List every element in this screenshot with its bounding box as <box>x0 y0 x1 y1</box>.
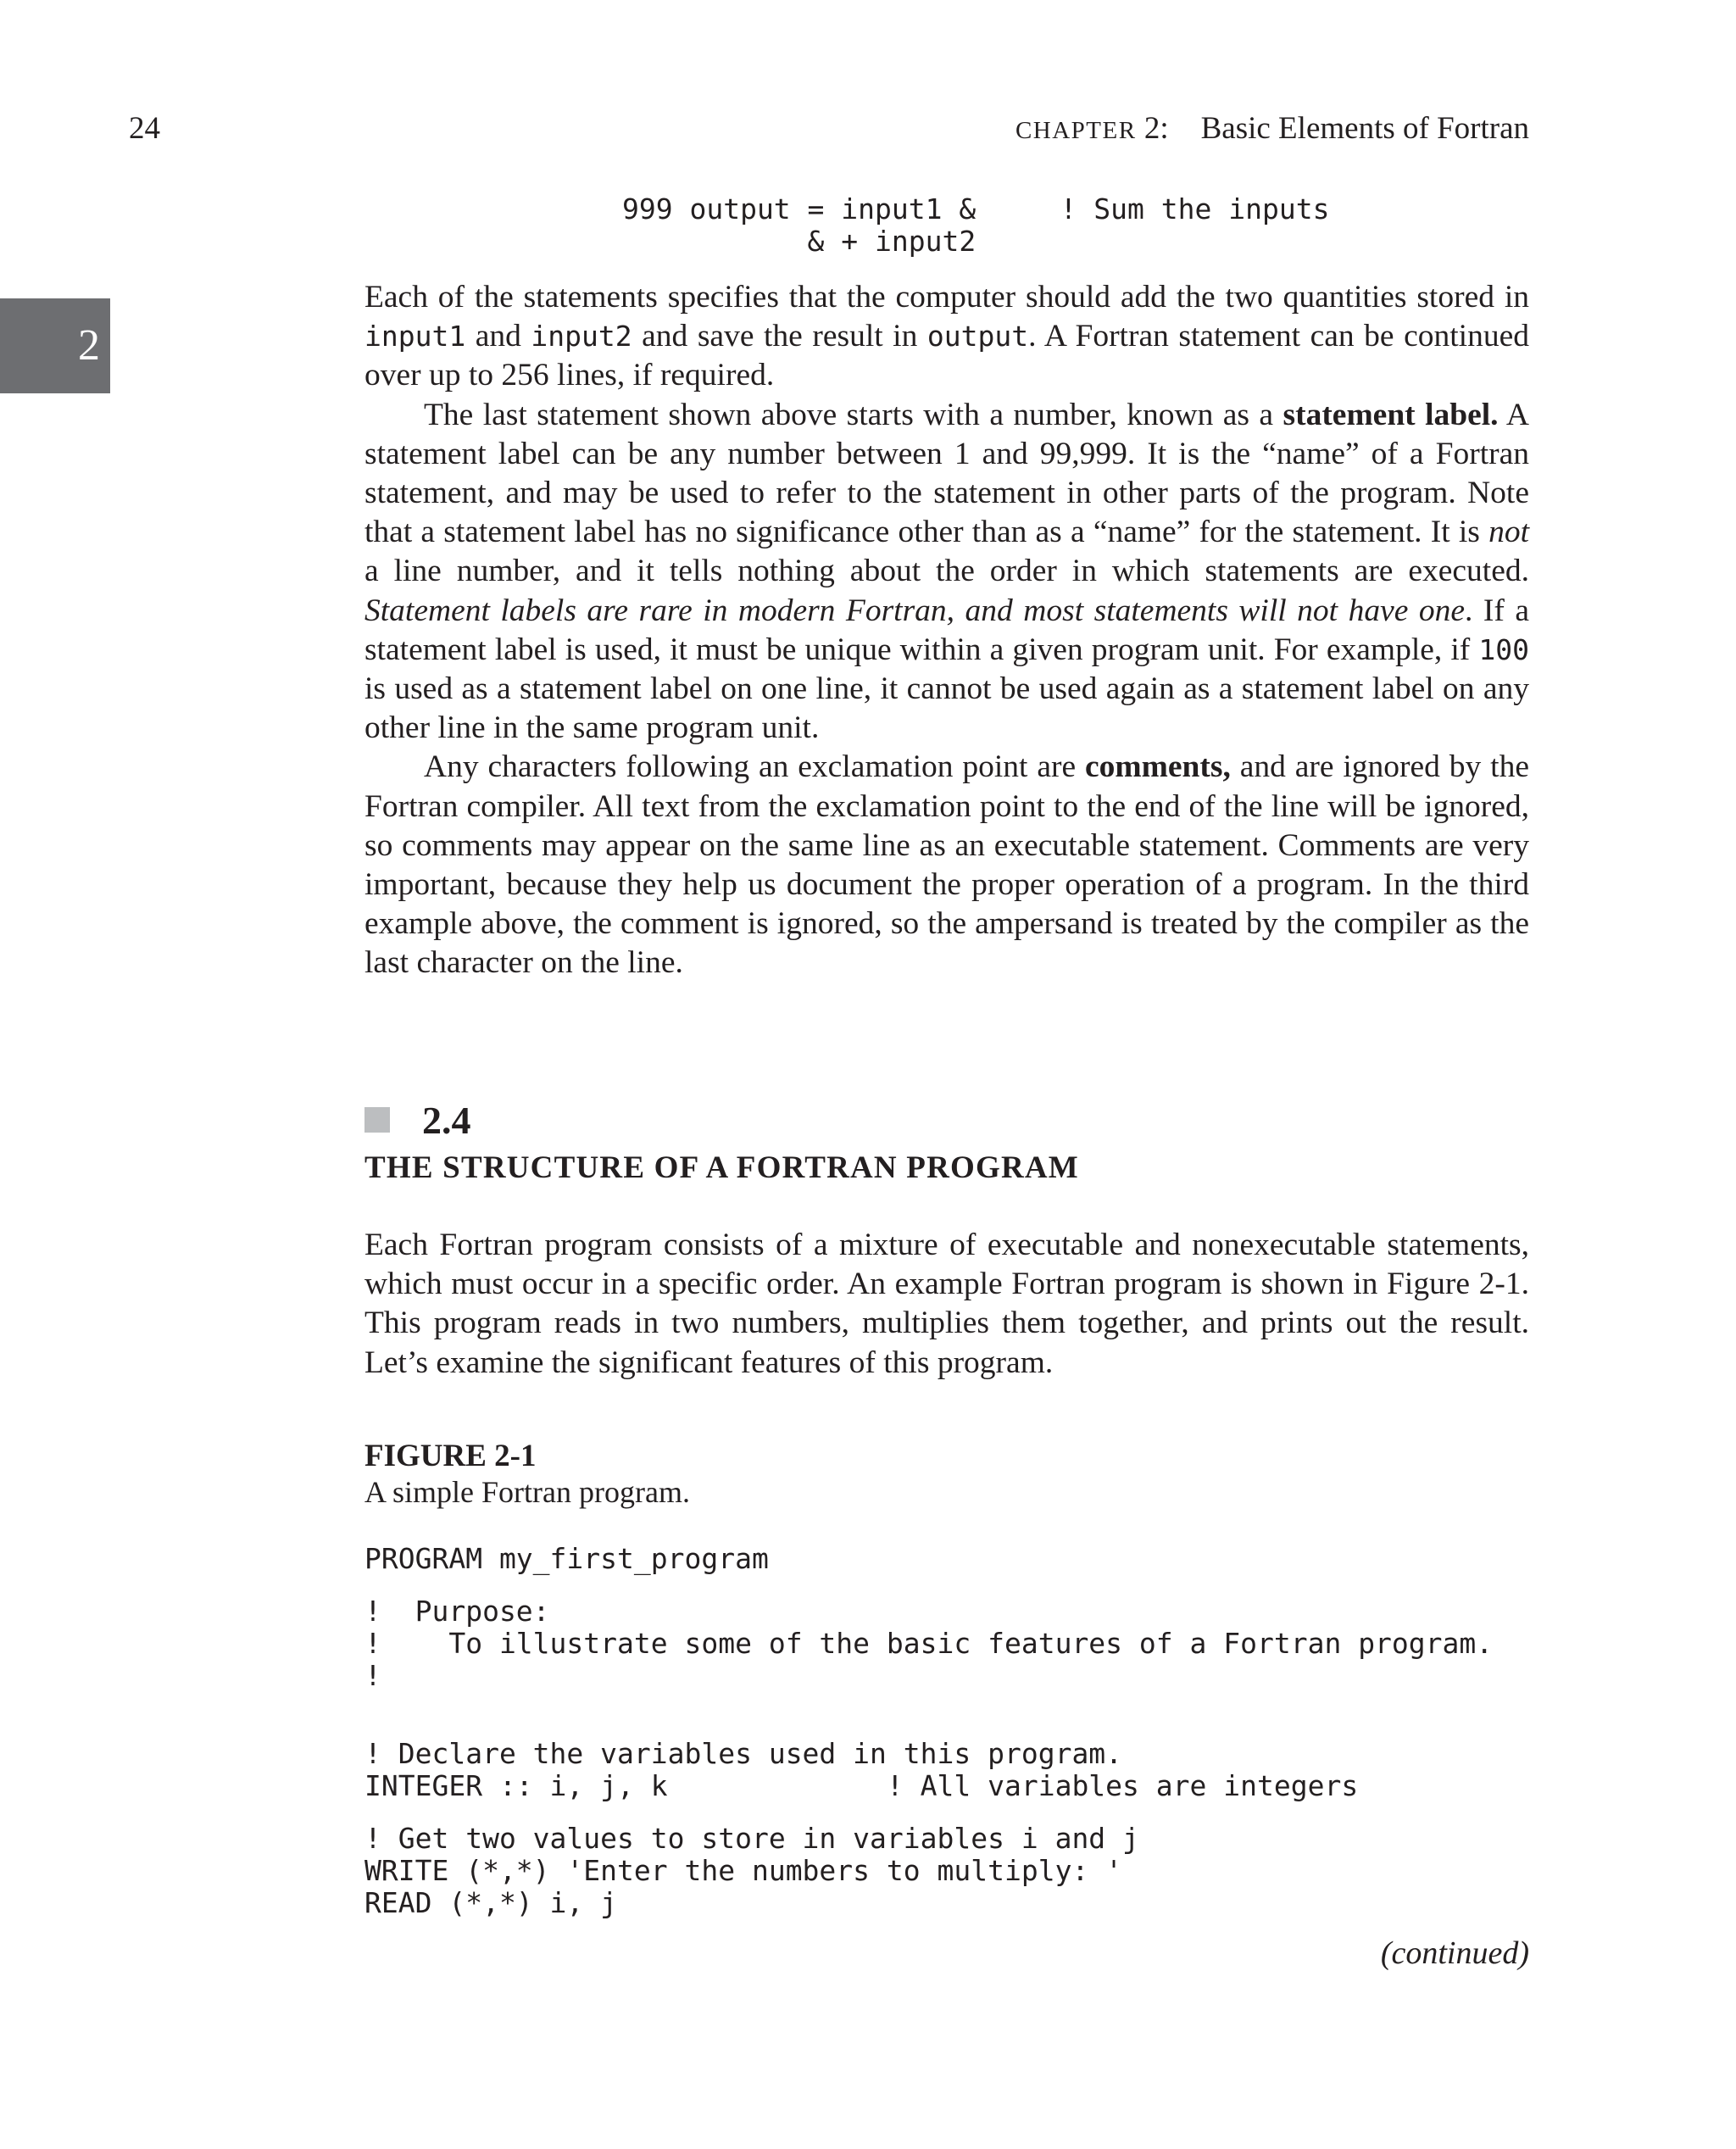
text-run: . If a statement label is used, it must be unique within a given program unit. For example, if <box>364 593 1530 667</box>
code-line: ! Declare the variables used in this program. <box>364 1737 1123 1770</box>
emphasis: Statement labels are rare in modern Fortran, and most statements will not have one <box>364 593 1466 628</box>
section-title: THE STRUCTURE OF A FORTRAN PROGRAM <box>364 1150 1079 1185</box>
code-listing-purpose <box>364 1595 1493 1692</box>
text-run: a line number, and it tells nothing about the order in which statements are executed. <box>364 554 1529 589</box>
code-line: ! Purpose: <box>364 1595 550 1628</box>
term-bold: comments, <box>1085 749 1231 785</box>
chapter-word: CHAPTER <box>1015 117 1137 144</box>
text-run: and save the result in <box>632 319 927 354</box>
chapter-title: Basic Elements of Fortran <box>1200 111 1529 146</box>
code-line: READ (*,*) i, j <box>364 1886 618 1919</box>
running-head <box>1015 109 1529 151</box>
code-line: ! To illustrate some of the basic features of a Fortran program. <box>364 1627 1494 1660</box>
page-number: 24 <box>129 111 160 146</box>
inline-code: input2 <box>531 320 632 354</box>
code-line: ! <box>364 1659 381 1692</box>
section-number: 2.4 <box>422 1099 471 1142</box>
emphasis: not <box>1488 515 1529 550</box>
inline-code: input1 <box>364 320 466 354</box>
term-bold: statement label. <box>1283 397 1499 432</box>
code-line: 999 output = input1 & ! Sum the inputs <box>622 192 1330 225</box>
code-line: PROGRAM my_first_program <box>364 1542 769 1575</box>
paragraph-statement-label <box>364 396 1529 749</box>
figure-label: FIGURE 2-1 <box>364 1439 537 1473</box>
continued-note: (continued) <box>1380 1935 1529 1971</box>
code-listing-declarations <box>364 1738 1358 1802</box>
text-run: Any characters following an exclamation point are <box>424 749 1085 785</box>
text-run: The last statement shown above starts with a number, known as a <box>424 397 1283 432</box>
code-line: ! Get two values to store in variables i and j <box>364 1822 1139 1855</box>
text-run: . A Fortran statement can be continued over up to 256 lines, if required. <box>364 319 1529 393</box>
paragraph <box>364 278 1529 396</box>
text-run: A statement label can be any number between 1 and 99,999. It is the “name” of a Fortran statement, and may be used to refer to the statement in other parts of the program. Note that a statement label has no significance other than as a “name” for the statement. It is <box>364 397 1529 550</box>
chapter-number: 2: <box>1143 111 1169 146</box>
inline-code: 100 <box>1478 632 1529 666</box>
text-run: and <box>465 319 531 354</box>
paragraph <box>364 1226 1529 1383</box>
inline-code: output <box>926 320 1029 354</box>
text-run: Each Fortran program consists of a mixture of executable and nonexecutable statements, which must occur in a specific order. An example Fortran program is shown in Figure 2-1. This program reads in two numbers, multiplies them together, and prints out the result. Let’s examine the significant features of this program. <box>364 1228 1529 1380</box>
section-body <box>364 1226 1529 1383</box>
code-line: INTEGER :: i, j, k ! All variables are integers <box>364 1769 1359 1802</box>
code-listing-program-line <box>364 1543 769 1575</box>
paragraph-continuation <box>364 278 1529 983</box>
code-line: & + input2 <box>622 225 976 258</box>
chapter-tab: 2 <box>0 298 110 393</box>
paragraph-comments <box>364 748 1529 983</box>
section-marker-icon <box>364 1107 390 1133</box>
text-run: Each of the statements specifies that the computer should add the two quantities stored in <box>364 280 1529 315</box>
code-line: WRITE (*,*) 'Enter the numbers to multiply: ' <box>364 1854 1123 1887</box>
text-run: is used as a statement label on one line, it cannot be used again as a statement label on any other line in the same program unit. <box>364 671 1529 746</box>
top-code-snippet <box>622 193 1329 258</box>
figure-caption: A simple Fortran program. <box>364 1475 690 1509</box>
text-run: and are ignored by the Fortran compiler. All text from the exclamation point to the end of the line will be ignored, so comments may appear on the same line as an executable statement. Comments are very important, because they help us document the proper operation of a program. In the third example above, the comment is ignored, so the ampersand is treated by the compiler as the last character on the line. <box>364 749 1529 981</box>
code-listing-input <box>364 1823 1139 1919</box>
